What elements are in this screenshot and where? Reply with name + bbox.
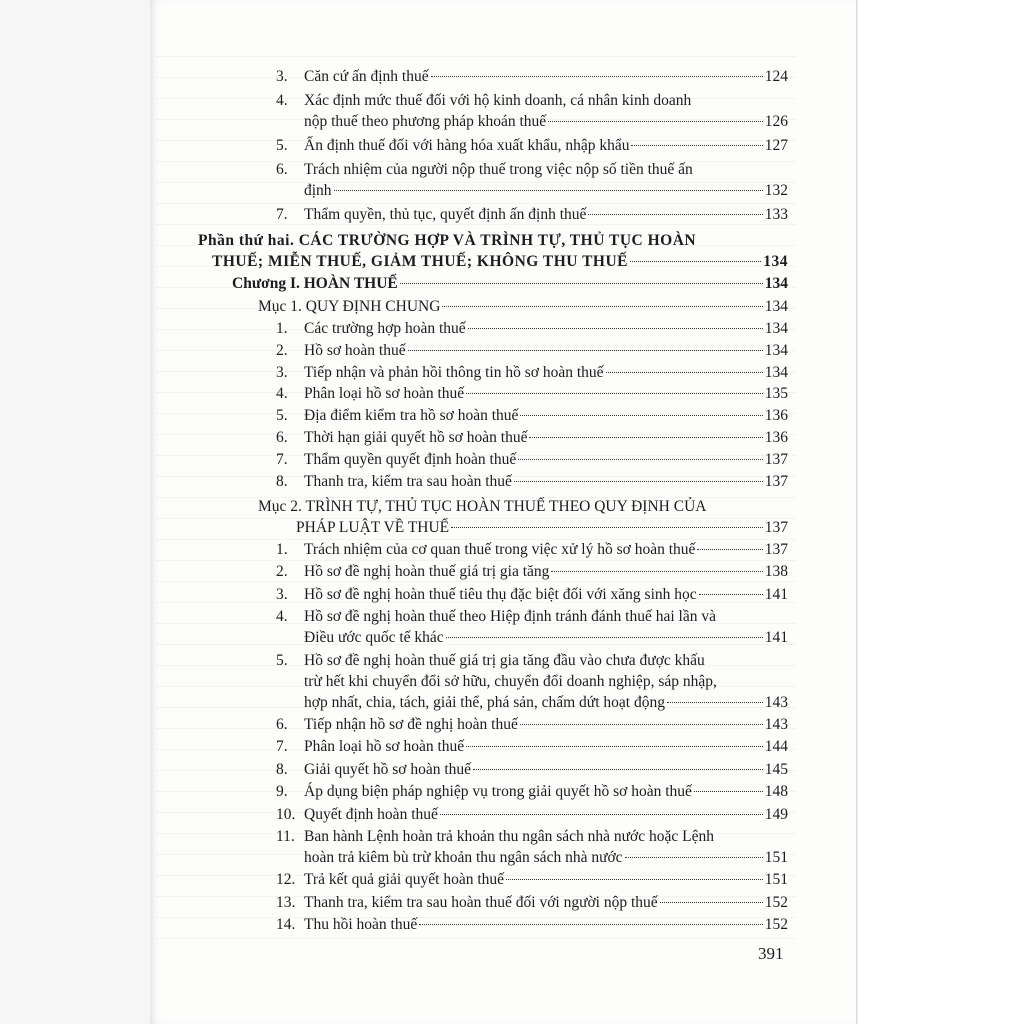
toc-line — [276, 869, 788, 890]
entry-label: Phân loại hồ sơ hoàn thuế — [304, 385, 465, 403]
dot-leader — [466, 393, 763, 394]
toc-entry — [276, 781, 788, 802]
entry-number: 4. — [276, 385, 288, 403]
entry-label: Quyết định hoàn thuế — [304, 805, 438, 823]
entry-label: nộp thuế theo phương pháp khoán thuế — [304, 113, 547, 130]
entry-number: 7. — [276, 738, 288, 756]
entry-label: Thẩm quyền quyết định hoàn thuế — [304, 450, 517, 468]
entry-page: 143 — [764, 716, 788, 733]
entry-number: 8. — [276, 760, 288, 778]
entry-number: 1. — [276, 320, 288, 337]
entry-label: Giải quyết hồ sơ hoàn thuế — [304, 760, 472, 778]
entry-number: 1. — [276, 541, 288, 558]
toc-entry — [276, 362, 788, 383]
toc-line — [276, 606, 788, 627]
toc-line — [276, 111, 788, 132]
toc-line — [276, 561, 788, 582]
toc-entry — [276, 135, 788, 156]
entry-label: Thời hạn giải quyết hồ sơ hoàn thuế — [304, 429, 528, 446]
entry-page: 137 — [764, 472, 788, 490]
entry-number: 5. — [276, 407, 288, 425]
toc-entry — [276, 159, 788, 201]
toc-line — [258, 296, 788, 317]
entry-label: Xác định mức thuế đối với hộ kinh doanh, cá nhân kinh doanh — [304, 92, 692, 109]
entry-page: 134 — [764, 320, 788, 337]
entry-number: 4. — [276, 92, 288, 109]
dot-leader — [408, 350, 763, 351]
entry-number: 3. — [276, 585, 288, 603]
entry-label: Thanh tra, kiểm tra sau hoàn thuế — [304, 472, 512, 490]
dot-leader — [518, 459, 763, 460]
toc-line — [276, 449, 788, 470]
dot-leader — [468, 328, 763, 329]
entry-page: 143 — [764, 693, 788, 711]
toc-line — [198, 230, 788, 251]
section-title: Mục 1. QUY ĐỊNH CHUNG — [258, 298, 441, 315]
entry-number: 9. — [276, 783, 288, 801]
entry-page: 151 — [764, 849, 788, 866]
page-number: 391 — [758, 944, 784, 963]
toc-line — [198, 251, 788, 272]
toc-line — [276, 383, 788, 404]
entry-label: Điều ước quốc tế khác — [304, 629, 444, 647]
entry-number: 7. — [276, 450, 288, 468]
toc-entry — [276, 606, 788, 648]
toc-entry — [276, 90, 788, 132]
section-title: Mục 2. TRÌNH TỰ, THỦ TỤC HOÀN THUẾ THEO QUY ĐỊNH CỦA — [258, 498, 707, 515]
toc-line — [276, 759, 788, 780]
entry-page: 134 — [764, 275, 788, 292]
toc-line — [276, 405, 788, 426]
entry-label: Căn cứ ấn định thuế — [304, 68, 429, 85]
dot-leader — [548, 121, 763, 122]
entry-page: 145 — [764, 760, 788, 778]
toc-entry — [276, 471, 788, 492]
toc-entry — [276, 804, 788, 825]
toc-entry — [276, 914, 788, 935]
toc-entry — [276, 584, 788, 605]
toc-line — [258, 517, 788, 538]
entry-label: Hồ sơ đề nghị hoàn thuế giá trị gia tăng đầu vào chưa được khấu — [304, 651, 705, 669]
entry-label: Tiếp nhận hồ sơ đề nghị hoàn thuế — [304, 716, 518, 733]
entry-label: Ban hành Lệnh hoàn trả khoản thu ngân sách nhà nước hoặc Lệnh — [304, 828, 714, 845]
entry-label: Hồ sơ đề nghị hoàn thuế theo Hiệp định tránh đánh thuế hai lần và — [304, 608, 716, 626]
entry-page: 137 — [764, 519, 788, 536]
toc-entry — [276, 869, 788, 890]
toc-line — [276, 892, 788, 913]
dot-leader — [419, 924, 763, 925]
dot-leader — [630, 261, 761, 262]
toc-line — [276, 471, 788, 492]
chapter-heading — [232, 273, 788, 294]
entry-page: 126 — [764, 113, 788, 130]
entry-number: 3. — [276, 363, 288, 381]
dot-leader — [446, 637, 763, 638]
toc-entry — [276, 714, 788, 735]
entry-label: Hồ sơ đề nghị hoàn thuế tiêu thụ đặc biệt đối với xăng sinh học — [304, 585, 697, 603]
chapter-title: Chương I. HOÀN THUẾ — [232, 275, 398, 292]
toc-entry — [276, 318, 788, 339]
section-title: PHÁP LUẬT VỀ THUẾ — [296, 519, 450, 536]
dot-leader — [466, 746, 763, 747]
toc-line — [276, 650, 788, 671]
entry-number: 2. — [276, 563, 288, 581]
dot-leader — [660, 902, 763, 903]
dot-leader — [520, 724, 763, 725]
entry-page: 141 — [764, 629, 788, 647]
toc-entry — [276, 340, 788, 361]
dot-leader — [667, 702, 763, 703]
entry-label: Trách nhiệm của cơ quan thuế trong việc xử lý hồ sơ hoàn thuế — [304, 541, 696, 558]
toc-line — [276, 90, 788, 111]
entry-page: 136 — [764, 407, 788, 425]
dot-leader — [529, 437, 762, 438]
toc-entry — [276, 759, 788, 780]
entry-label: trừ hết khi chuyển đổi sở hữu, chuyển đổi doanh nghiệp, sáp nhập, — [304, 672, 717, 690]
dot-leader — [697, 549, 762, 550]
entry-page: 135 — [764, 385, 788, 403]
entry-page: 127 — [764, 137, 788, 154]
entry-label: Tiếp nhận và phản hồi thông tin hồ sơ hoàn thuế — [304, 363, 604, 381]
toc-line — [276, 66, 788, 87]
entry-number: 6. — [276, 716, 288, 733]
toc-line — [276, 180, 788, 201]
entry-label: Thẩm quyền, thủ tục, quyết định ấn định thuế — [304, 206, 587, 223]
entry-label: Thanh tra, kiểm tra sau hoàn thuế đối với người nộp thuế — [304, 893, 658, 911]
toc-line — [276, 627, 788, 648]
entry-number: 2. — [276, 341, 288, 359]
entry-label: Các trường hợp hoàn thuế — [304, 320, 466, 337]
toc-line — [276, 914, 788, 935]
toc-line — [276, 826, 788, 847]
entry-label: hoàn trả kiêm bù trừ khoản thu ngân sách nhà nước — [304, 849, 623, 866]
entry-number: 14. — [276, 916, 296, 934]
entry-page: 148 — [764, 783, 788, 801]
entry-number: 6. — [276, 429, 288, 446]
dot-leader — [431, 76, 763, 77]
toc-line — [276, 736, 788, 757]
toc-entry — [276, 204, 788, 225]
toc-line — [276, 159, 788, 180]
toc-line — [276, 584, 788, 605]
entry-page: 133 — [764, 206, 788, 223]
toc-line — [276, 539, 788, 560]
toc-entry — [276, 892, 788, 913]
entry-page: 137 — [764, 450, 788, 468]
entry-page: 152 — [764, 916, 788, 934]
dot-leader — [506, 879, 763, 880]
entry-number: 5. — [276, 651, 288, 669]
dot-leader — [514, 481, 763, 482]
entry-page: 141 — [764, 585, 788, 603]
section-heading — [258, 496, 788, 538]
part-heading — [198, 230, 788, 272]
entry-page: 134 — [764, 298, 788, 315]
entry-label: Trả kết quả giải quyết hoàn thuế — [304, 871, 505, 889]
toc-line — [276, 714, 788, 735]
toc-line — [276, 692, 788, 713]
toc-line — [258, 496, 788, 517]
dot-leader — [631, 145, 762, 146]
toc-line — [276, 340, 788, 361]
entry-page: 137 — [764, 541, 788, 558]
toc-entry — [276, 826, 788, 868]
dot-leader — [442, 306, 762, 307]
entry-page: 134 — [763, 253, 788, 270]
dot-leader — [551, 571, 762, 572]
entry-number: 4. — [276, 608, 288, 626]
toc-line — [276, 671, 788, 692]
entry-label: Ấn định thuế đối với hàng hóa xuất khẩu, nhập khẩu — [304, 137, 630, 154]
toc-line — [276, 318, 788, 339]
entry-number: 5. — [276, 137, 288, 154]
entry-page: 134 — [764, 341, 788, 359]
entry-page: 149 — [764, 805, 788, 823]
entry-page: 144 — [764, 738, 788, 756]
toc-line — [276, 204, 788, 225]
entry-label: Thu hồi hoàn thuế — [304, 916, 418, 934]
toc-entry — [276, 427, 788, 448]
dot-leader — [694, 791, 763, 792]
dot-leader — [606, 372, 763, 373]
section-heading — [258, 296, 788, 317]
toc-line — [276, 781, 788, 802]
entry-number: 12. — [276, 871, 296, 889]
toc-entry — [276, 539, 788, 560]
toc-entry — [276, 383, 788, 404]
entry-label: Trách nhiệm của người nộp thuế trong việc nộp số tiền thuế ấn — [304, 161, 693, 178]
entry-number: 13. — [276, 893, 296, 911]
dot-leader — [699, 594, 763, 595]
entry-label: Phân loại hồ sơ hoàn thuế — [304, 738, 465, 756]
entry-page: 151 — [764, 871, 788, 889]
toc-entry — [276, 736, 788, 757]
entry-number: 7. — [276, 206, 288, 223]
part-title-line: Phần thứ hai. CÁC TRƯỜNG HỢP VÀ TRÌNH TỰ, THỦ TỤC HOÀN — [198, 232, 697, 249]
entry-page: 124 — [764, 68, 788, 85]
dot-leader — [451, 527, 763, 528]
dot-leader — [625, 857, 763, 858]
toc-line — [232, 273, 788, 294]
dot-leader — [520, 415, 762, 416]
dot-leader — [334, 190, 763, 191]
entry-page: 134 — [764, 363, 788, 381]
entry-page: 132 — [764, 182, 788, 199]
entry-label: Hồ sơ hoàn thuế — [304, 341, 406, 359]
toc-entry — [276, 405, 788, 426]
toc-line — [276, 804, 788, 825]
entry-number: 10. — [276, 805, 296, 823]
entry-label: định — [304, 182, 332, 199]
toc-line — [276, 427, 788, 448]
entry-page: 138 — [764, 563, 788, 581]
entry-label: hợp nhất, chia, tách, giải thể, phá sản, chấm dứt hoạt động — [304, 693, 665, 711]
entry-label: Hồ sơ đề nghị hoàn thuế giá trị gia tăng — [304, 563, 550, 581]
entry-number: 3. — [276, 68, 288, 85]
dot-leader — [440, 814, 763, 815]
toc-line — [276, 362, 788, 383]
toc-entry — [276, 650, 788, 713]
toc-entry — [276, 561, 788, 582]
dot-leader — [473, 769, 763, 770]
dot-leader — [400, 283, 763, 284]
entry-page: 152 — [764, 893, 788, 911]
entry-number: 8. — [276, 472, 288, 490]
toc-entry — [276, 449, 788, 470]
entry-label: Áp dụng biện pháp nghiệp vụ trong giải quyết hồ sơ hoàn thuế — [304, 783, 692, 801]
entry-number: 11. — [276, 828, 295, 845]
toc-line — [276, 847, 788, 868]
toc-line — [276, 135, 788, 156]
toc-entry — [276, 66, 788, 87]
entry-number: 6. — [276, 161, 288, 178]
entry-page: 136 — [764, 429, 788, 446]
dot-leader — [588, 214, 762, 215]
part-title-line: THUẾ; MIỄN THUẾ, GIẢM THUẾ; KHÔNG THU THUẾ — [212, 253, 629, 270]
entry-label: Địa điểm kiểm tra hồ sơ hoàn thuế — [304, 407, 519, 425]
